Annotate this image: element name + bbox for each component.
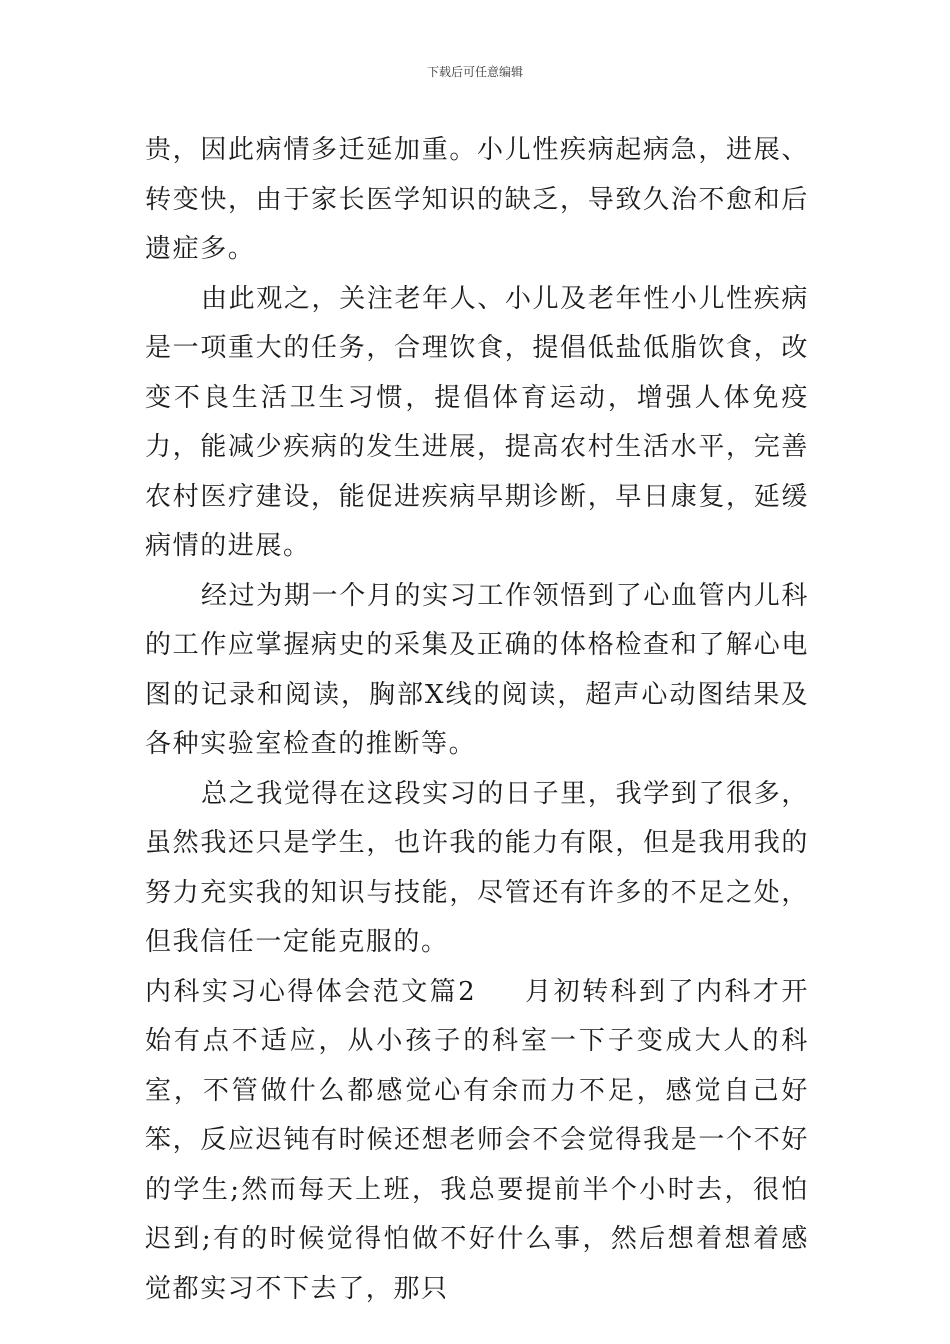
section-2-title: 内科实习心得体会范文篇2 (145, 976, 477, 1007)
page-header-note: 下载后可任意编辑 (426, 65, 523, 79)
section-2-paragraph (145, 968, 809, 1315)
paragraph-conclusion: 由此观之，关注老年人、小儿及老年性小儿性疾病是一项重大的任务，合理饮食，提倡低盐低脂饮食，改变不良生活卫生习惯，提倡体育运动，增强人体免疫力，能减少疾病的发生进展，提高农村生活水平，完善农村医疗建设，能促进疾病早期诊断，早日康复，延缓病情的进展。 (145, 283, 809, 561)
paragraph-continuation: 贵，因此病情多迁延加重。小儿性疾病起病急，进展、转变快，由于家长医学知识的缺乏，导致久治不愈和后遗症多。 (145, 135, 809, 264)
section-2-text: 月初转科到了内科才开始有点不适应，从小孩子的科室一下子变成大人的科室，不管做什么都感觉心有余而力不足，感觉自己好笨，反应迟钝有时候还想老师会不会觉得我是一个不好的学生;然而每天上班，我总要提前半个小时去，很怕迟到;有的时候觉得怕做不好什么事，然后想着想着感觉都实习不下去了，那只 (145, 976, 809, 1304)
document-body (145, 126, 809, 1314)
paragraph-internship-learning: 经过为期一个月的实习工作领悟到了心血管内儿科的工作应掌握病史的采集及正确的体格检查和了解心电图的记录和阅读，胸部X线的阅读，超声心动图结果及各种实验室检查的推断等。 (145, 580, 809, 759)
paragraph-summary: 总之我觉得在这段实习的日子里，我学到了很多，虽然我还只是学生，也许我的能力有限，但是我用我的努力充实我的知识与技能，尽管还有许多的不足之处，但我信任一定能克服的。 (145, 778, 809, 957)
